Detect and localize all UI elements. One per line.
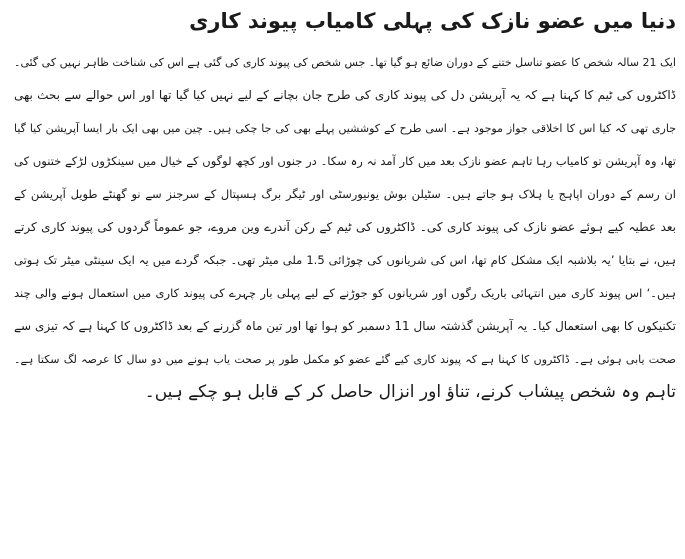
article-title: دنیا میں عضو نازک کی پہلی کامیاب پیوند کاری xyxy=(189,9,676,33)
article-line: ہیں، نے بتایا ’یہ بلاشبہ ایک مشکل کام تھا، اس کی شریانوں کی چوڑائی 1.5 ملی میٹر تھی۔ جبکہ گردے میں یہ ایک سینٹی میٹر تک ہوتی xyxy=(14,253,676,267)
article-line: تکنیکوں کا بھی استعمال کیا۔ یہ آپریشن گذشتہ سال 11 دسمبر کو ہوا تھا اور تین ماہ گزرنے کے بعد ڈاکٹروں کا کہنا ہے کہ تیزی سے xyxy=(14,319,676,333)
article-line: جاری تھی کہ کیا اس کا اخلاقی جواز موجود ہے۔ اسی طرح کے کوششیں پہلے بھی کی جا چکی ہیں۔ چین میں بھی ایک بار ایسا آپریشن کیا گیا xyxy=(14,122,676,135)
article-line: ایک 21 سالہ شخص کا عضو تناسل ختنے کے دوران ضائع ہو گیا تھا۔ جس شخص کی پیوند کاری کی گئی ہے اس کی شناخت ظاہر نہیں کی گئی۔ xyxy=(14,56,676,69)
article-line: تاہم وہ شخص پیشاب کرنے، تناؤ اور انزال حاصل کر کے قابل ہو چکے ہیں۔ xyxy=(144,382,676,402)
article-line: ڈاکٹروں کی ٹیم کا کہنا ہے کہ یہ آپریشن دل کی پیوند کاری کی طرح جان بچانے کے لیے نہیں کیا گیا تھا اور اس حوالے سے بحث بھی xyxy=(14,88,676,102)
article xyxy=(14,0,676,559)
article-line: ہیں۔‘ اس پیوند کاری میں انتہائی باریک رگوں اور شریانوں کو جوڑنے کے لیے پہلی بار چہرے کی پیوند کاری میں استعمال ہونے والی چند xyxy=(14,286,676,300)
article-line: بعد عطیہ کیے ہوئے عضو نازک کی پیوند کاری کی۔ ڈاکٹروں کی ٹیم کے رکن آندرے وین مروے، جو عموماً گردوں کی پیوند کاری کرتے xyxy=(14,220,676,234)
article-line: صحت یابی ہوئی ہے۔ ڈاکٹروں کا کہنا ہے کہ پیوند کاری کیے گئے عضو کو مکمل طور پر صحت یاب ہونے میں دو سال کا عرصہ لگ سکتا ہے۔ xyxy=(14,353,676,366)
article-body xyxy=(14,46,676,409)
article-line: تھا، وہ آپریشن تو کامیاب رہا تاہم عضو نازک بعد میں کار آمد نہ رہ سکا۔ در جنوں اور کچھ لوگوں کے خیال میں سینکڑوں لڑکے ختنوں کی xyxy=(14,154,676,168)
article-line: ان رسم کے دوران اپاہج یا ہلاک ہو جاتے ہیں۔ سٹیلن بوش یونیورسٹی اور ٹیگر برگ ہسپتال کے سرجنز سے نو گھنٹے طویل آپریشن کے xyxy=(14,187,676,201)
